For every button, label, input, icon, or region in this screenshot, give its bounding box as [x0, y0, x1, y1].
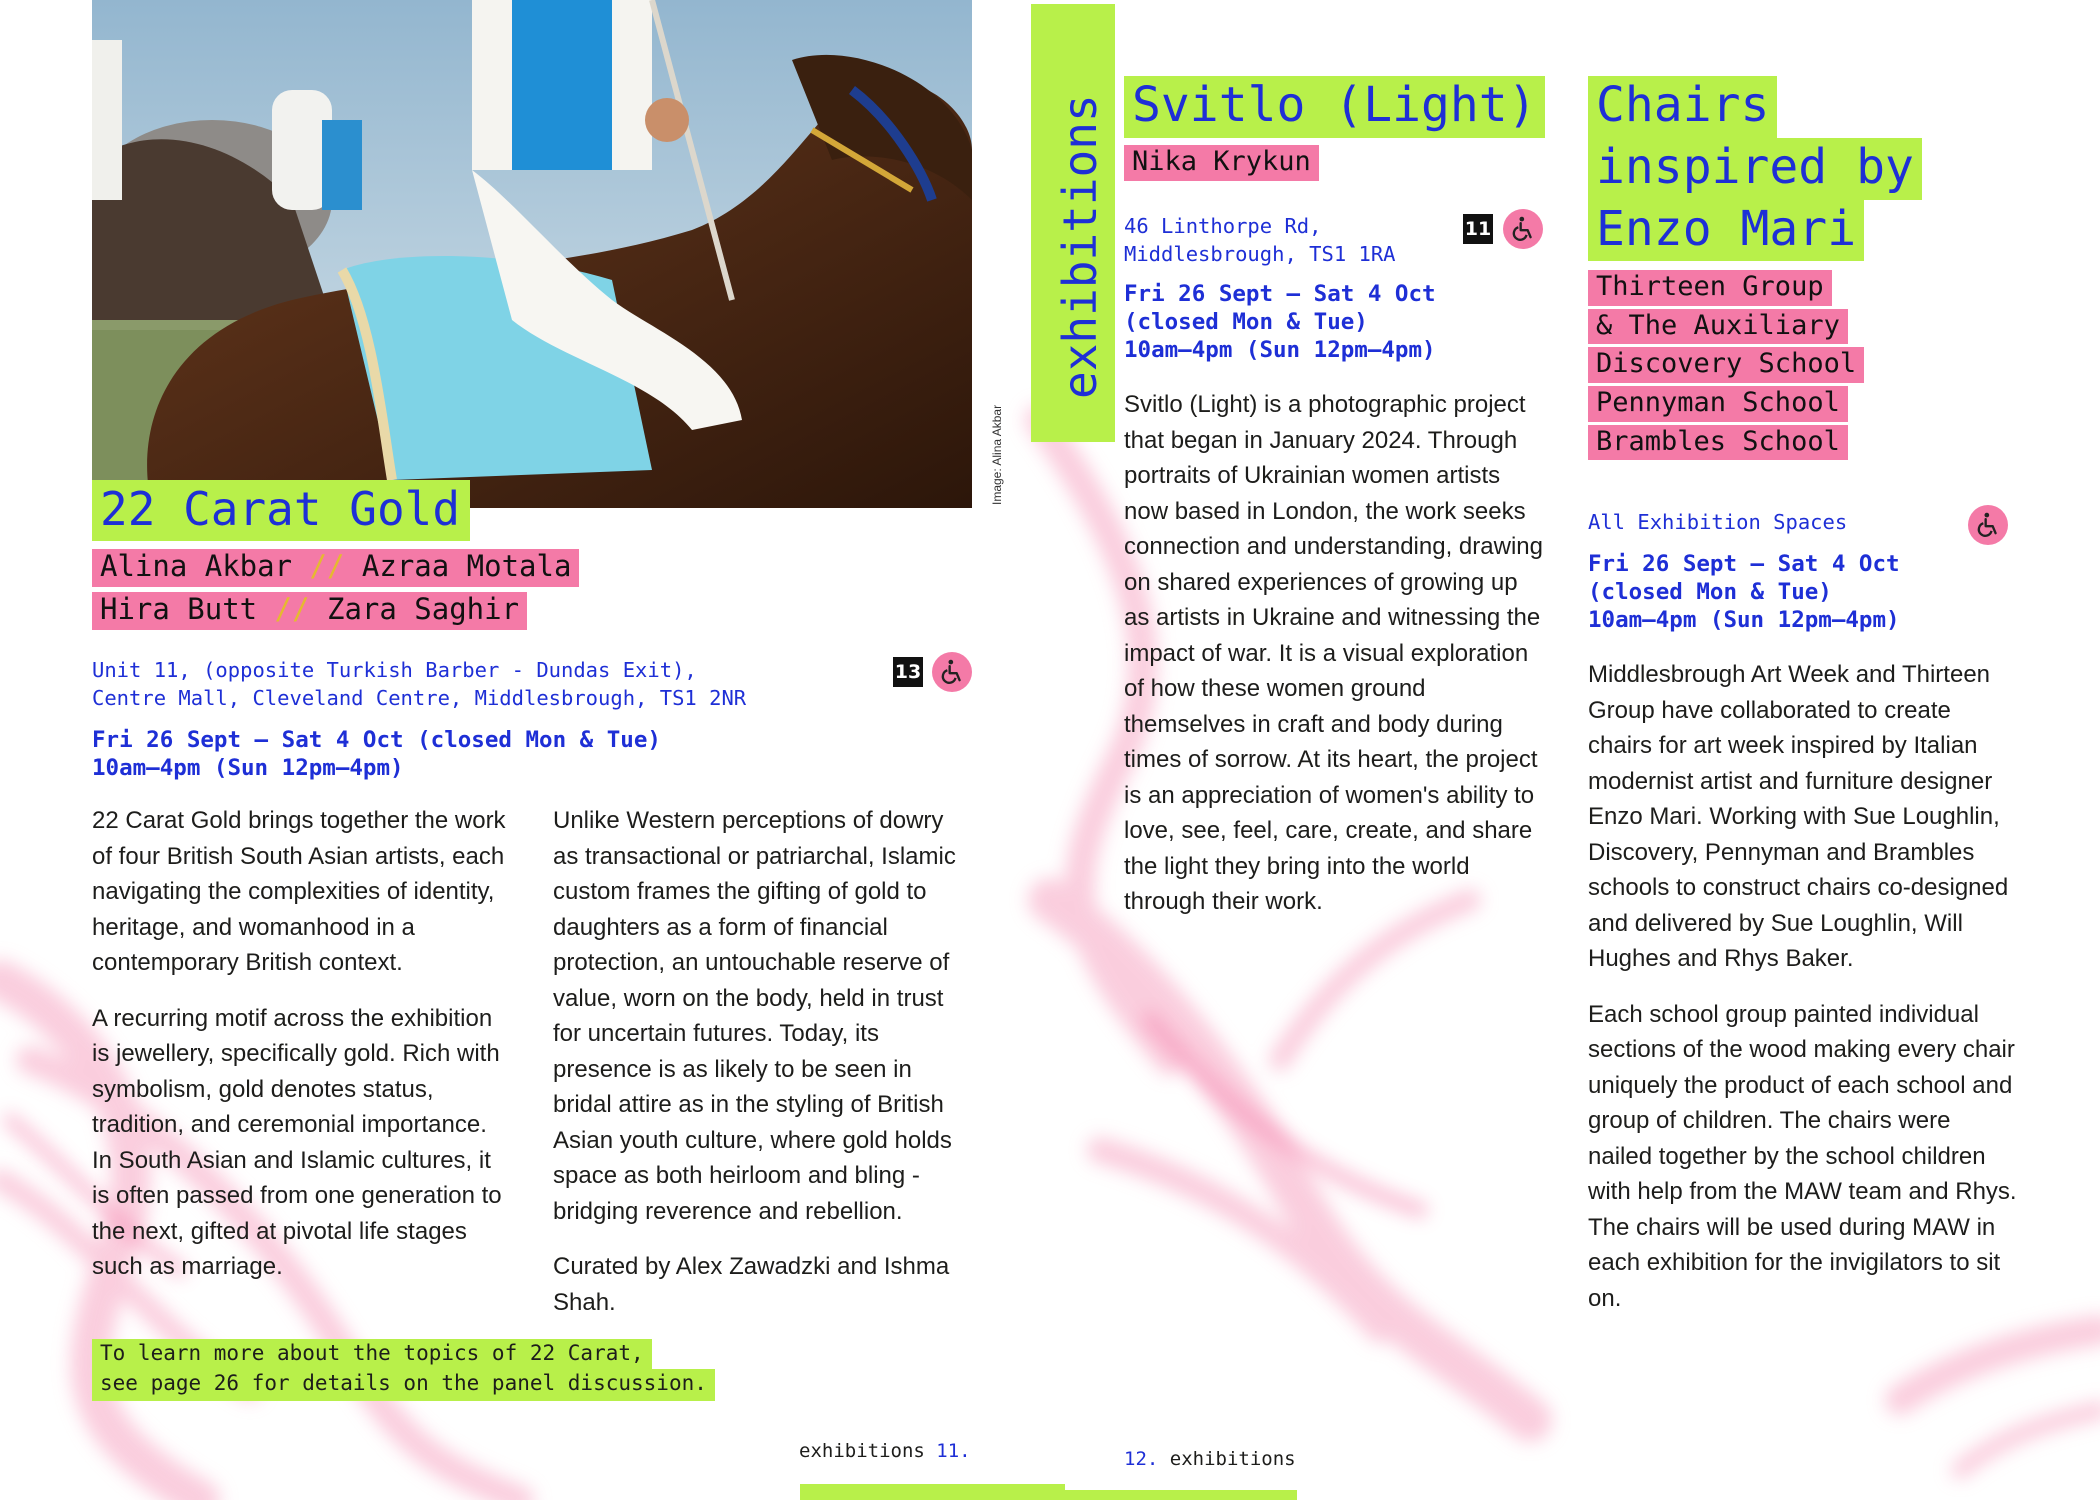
artist-line-2 [92, 592, 527, 630]
title-22-carat-gold: 22 Carat Gold [92, 480, 470, 541]
dates-svitlo [1124, 280, 1436, 364]
paragraph: Each school group painted individual sections of the wood making every chair uniquely the product of each school and group of children. The chairs were nailed together by the school children with help from the MAW team and Rhys. The chairs will be used during MAW in each exhibition for the invigilators to sit on. [1588, 1000, 2017, 1312]
artist-hira-butt: Hira Butt [100, 592, 258, 626]
hours-line: 10am–4pm (Sun 12pm–4pm) [1124, 337, 1436, 363]
address-line: Centre Mall, Cleveland Centre, Middlesbrough, TS1 2NR [92, 686, 747, 710]
wheelchair-icon [932, 652, 972, 692]
title-line: inspired by [1588, 138, 1922, 200]
wheelchair-icon [1503, 209, 1543, 249]
footer-bar-left [800, 1484, 1065, 1500]
photo-credit: Image: Alina Akbar [990, 404, 1004, 505]
wheelchair-icon [1968, 505, 2008, 545]
address-line: Middlesbrough, TS1 1RA [1124, 242, 1396, 266]
title-line: Enzo Mari [1588, 200, 1864, 262]
note-line: To learn more about the topics of 22 Carat, [92, 1339, 652, 1369]
footer-bar-right [1065, 1490, 1297, 1500]
address-line: 46 Linthorpe Rd, [1124, 214, 1322, 238]
note-line: see page 26 for details on the panel discussion. [92, 1369, 715, 1401]
footer-label: exhibitions [1169, 1448, 1296, 1470]
artist-zara-saghir: Zara Saghir [327, 592, 520, 626]
artist-nika-krykun: Nika Krykun [1124, 145, 1319, 181]
description-chairs [1588, 657, 2018, 1316]
exhibition-title-chairs [1588, 76, 1922, 261]
dates-line: Fri 26 Sept – Sat 4 Oct [1124, 281, 1436, 307]
chairs-groups [1588, 270, 1864, 460]
hours-line: 10am–4pm (Sun 12pm–4pm) [1588, 607, 1900, 633]
address-line: Unit 11, (opposite Turkish Barber - Dundas Exit), [92, 658, 697, 682]
dates-22-carat [92, 726, 661, 782]
artist-azraa-motala: Azraa Motala [361, 549, 572, 583]
artist-separator: // [274, 592, 310, 626]
group-name: Brambles School [1588, 425, 1848, 461]
dates-line: Fri 26 Sept – Sat 4 Oct [1588, 551, 1900, 577]
hours-line: 10am–4pm (Sun 12pm–4pm) [92, 755, 404, 781]
description-column-1 [92, 803, 512, 1285]
dates-line: Fri 26 Sept – Sat 4 Oct (closed Mon & Tue) [92, 727, 661, 753]
paragraph: Middlesbrough Art Week and Thirteen Group have collaborated to create chairs for art week inspired by Italian modernist artist and furniture designer Enzo Mari. Working with Sue Loughlin, Discovery, Pennyman and Brambles schools to construct chairs co-designed and delivered by Sue Loughlin, Will Hughes and Rhys Baker. [1588, 661, 2009, 972]
paragraph: A recurring motif across the exhibition is jewellery, specifically gold. Rich with symbolism, gold denotes status, tradition, and ceremonial importance. In South Asian and Islamic cultures, it is often passed from one generation to the next, gifted at pivotal life stages such as marriage. [92, 1004, 502, 1280]
group-name: Discovery School [1588, 347, 1864, 383]
artist-names [92, 549, 579, 587]
venue-chairs: All Exhibition Spaces [1588, 510, 1848, 534]
footer-right [1124, 1448, 1296, 1470]
artist-line-1 [92, 549, 579, 587]
closed-days-line: (closed Mon & Tue) [1588, 579, 1832, 605]
artist-separator: // [309, 549, 345, 583]
paragraph: Svitlo (Light) is a photographic project that began in January 2024. Through portraits of Ukrainian women artists now based in London, the work seeks connection and understanding, drawing on shared experiences of growing up as artists in Ukraine and witnessing the impact of war. It is a visual exploration of how these women ground themselves in craft and body during times of sorrow. At its heart, the project is an appreciation of women's ability to love, see, feel, care, create, and share the light they bring into the world through their work. [1124, 391, 1543, 915]
page-number: 11. [936, 1440, 971, 1462]
description-svitlo [1124, 387, 1549, 920]
section-tab-label: exhibitions [1053, 94, 1107, 399]
panel-discussion-note [92, 1339, 715, 1401]
closed-days-line: (closed Mon & Tue) [1124, 309, 1368, 335]
venue-number-badge: 13 [893, 657, 923, 687]
footer-label: exhibitions [799, 1440, 925, 1462]
curator-credit: Curated by Alex Zawadzki and Ishma Shah. [553, 1253, 950, 1316]
address-svitlo [1124, 212, 1396, 268]
footer-left [799, 1440, 971, 1462]
venue-number-badge: 11 [1463, 214, 1493, 244]
group-name: Pennyman School [1588, 386, 1848, 422]
title-svitlo: Svitlo (Light) [1124, 76, 1545, 138]
title-line: Chairs [1588, 76, 1777, 138]
group-name: Thirteen Group [1588, 270, 1832, 306]
artist-svitlo [1124, 145, 1319, 181]
paragraph: 22 Carat Gold brings together the work of four British South Asian artists, each navigating the complexities of identity, heritage, and womanhood in a contemporary British context. [92, 807, 506, 976]
page-number: 12. [1124, 1448, 1159, 1470]
description-column-2 [553, 803, 971, 1320]
dates-chairs [1588, 550, 1900, 634]
section-tab [1031, 4, 1115, 442]
exhibition-title-svitlo [1124, 76, 1545, 138]
artist-alina-akbar: Alina Akbar [100, 549, 293, 583]
artist-names [92, 592, 527, 630]
group-name: & The Auxiliary [1588, 309, 1848, 345]
address-22-carat [92, 656, 746, 712]
hero-photo [92, 0, 972, 508]
exhibition-title-22-carat [92, 480, 470, 541]
paragraph: Unlike Western perceptions of dowry as transactional or patriarchal, Islamic custom frames the gifting of gold to daughters as a form of financial protection, an untouchable reserve of value, worn on the body, held in trust for uncertain futures. Today, its presence is as likely to be seen in bridal attire as in the styling of British Asian youth culture, where gold holds space as both heirloom and bling -bridging reverence and rebellion. [553, 807, 956, 1225]
